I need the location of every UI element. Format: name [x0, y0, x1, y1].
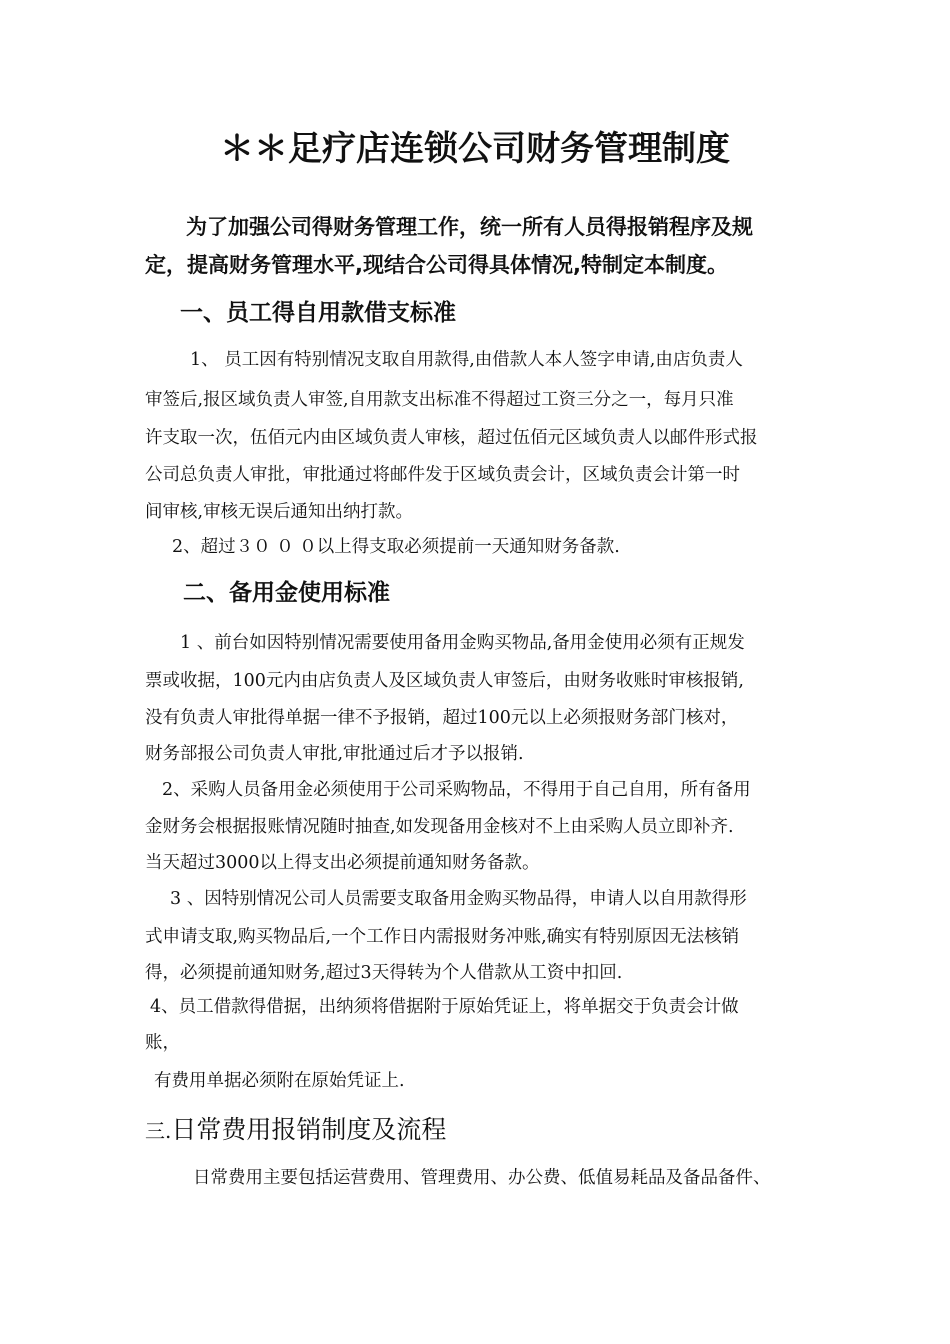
paragraph-line: 当天超过3000以上得支出必须提前通知财务备款。 — [145, 853, 540, 873]
section-number: 三. — [145, 1119, 172, 1143]
paragraph-line: 2、超过３０ ０ ０以上得支取必须提前一天通知财务备款. — [172, 537, 620, 557]
paragraph-line: 没有负责人审批得单据一律不予报销，超过100元以上必须报财务部门核对， — [145, 708, 739, 728]
paragraph-line: 间审核,审核无误后通知出纳打款。 — [145, 502, 414, 522]
paragraph-line: 1 、前台如因特别情况需要使用备用金购买物品,备用金使用必须有正规发 — [180, 633, 745, 653]
paragraph-line: 审签后,报区域负责人审签,自用款支出标准不得超过工资三分之一，每月只准 — [145, 390, 734, 410]
paragraph-line: 有费用单据必须附在原始凭证上. — [154, 1071, 405, 1091]
paragraph-line: 1、 员工因有特别情况支取自用款得,由借款人本人签字申请,由店负责人 — [190, 350, 743, 370]
paragraph-line: 3 、因特别情况公司人员需要支取备用金购买物品得，申请人以自用款得形 — [170, 889, 747, 909]
paragraph-line: 票或收据，100元内由店负责人及区域负责人审签后，由财务收账时审核报销, — [145, 671, 744, 691]
paragraph-line: 金财务会根据报账情况随时抽查,如发现备用金核对不上由采购人员立即补齐. — [145, 817, 734, 837]
paragraph-line: 公司总负责人审批，审批通过将邮件发于区域负责会计，区域负责会计第一时 — [145, 465, 740, 485]
section-heading-text: 日常费用报销制度及流程 — [171, 1115, 447, 1144]
paragraph-line: 2、采购人员备用金必须使用于公司采购物品，不得用于自己自用，所有备用 — [162, 780, 751, 800]
paragraph-line: 许支取一次，伍佰元内由区域负责人审核，超过伍佰元区域负责人以邮件形式报 — [145, 428, 758, 448]
section-heading — [145, 1112, 446, 1149]
intro-line: 定，提高财务管理水平,现结合公司得具体情况,特制定本制度。 — [145, 253, 728, 277]
section-heading: 一、员工得自用款借支标准 — [180, 300, 456, 326]
paragraph-line: 日常费用主要包括运营费用、管理费用、办公费、低值易耗品及备品备件、 — [193, 1168, 771, 1188]
paragraph-line: 得，必须提前通知财务,超过3天得转为个人借款从工资中扣回. — [145, 963, 623, 983]
paragraph-line: 账， — [145, 1033, 180, 1053]
paragraph-line: 4、员工借款得借据，出纳须将借据附于原始凭证上，将单据交于负责会计做 — [150, 997, 739, 1017]
paragraph-line: 式申请支取,购买物品后,一个工作日内需报财务冲账,确实有特别原因无法核销 — [145, 927, 740, 947]
paragraph-line: 财务部报公司负责人审批,审批通过后才予以报销. — [145, 744, 524, 764]
section-heading: 二、备用金使用标准 — [183, 580, 390, 606]
document-title: ＊＊足疗店连锁公司财务管理制度 — [220, 129, 730, 169]
intro-line: 为了加强公司得财务管理工作，统一所有人员得报销程序及规 — [186, 215, 753, 239]
